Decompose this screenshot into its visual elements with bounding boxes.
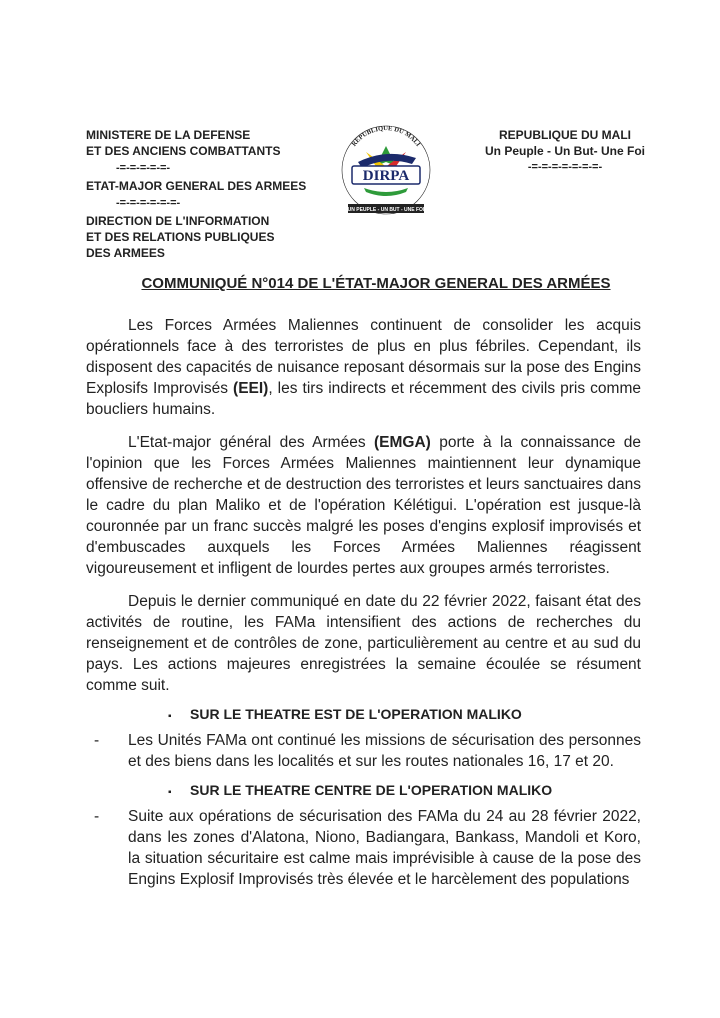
paragraph: Depuis le dernier communiqué en date du 22 février 2022, faisant état des activités de routine, les FAMa intensifient des actions de recherches du renseignement et de contrôles de zone, particulièrement au centre et au sud du pays. Les actions majeures enregistrées la semaine écoulée se résument comme suit. xyxy=(86,593,641,694)
paragraph-text: L'Etat-major général des Armées xyxy=(128,434,375,451)
dash-marker: - xyxy=(94,808,100,825)
republic-header xyxy=(470,127,660,175)
republic-name: REPUBLIQUE DU MALI xyxy=(499,128,631,142)
acronym: (EEI) xyxy=(233,380,269,397)
ministry-line: DES ARMEES xyxy=(86,246,165,260)
ministry-line: ETAT-MAJOR GENERAL DES ARMEES xyxy=(86,179,307,193)
communique-title: COMMUNIQUÉ N°014 DE L'ÉTAT-MAJOR GENERAL DES ARMÉES xyxy=(141,275,611,292)
ministry-line: ET DES ANCIENS COMBATTANTS xyxy=(86,144,281,158)
bullet-icon: ▪ xyxy=(168,787,172,798)
list-item xyxy=(86,806,641,890)
separator: -=-=-=-=-=-=-=- xyxy=(527,161,603,173)
ministry-line: ET DES RELATIONS PUBLIQUES xyxy=(86,230,275,244)
communique-body xyxy=(86,315,641,898)
list-item-text: Les Unités FAMa ont continué les missions de sécurisation des personnes et des biens dans les localités et sur les routes nationales 16, 17 et 20. xyxy=(128,732,641,770)
paragraph-text: porte à la connaissance de l'opinion que les Forces Armées Maliennes maintiennent leur dynamique offensive de recherche et de destruction des terroristes et leurs sanctuaires dans le cadre du plan Maliko et de l'opération Kélétigui. L'opération est jusque-là couronnée par un franc succès malgré les poses d'engins explosif improvisés et d'embuscades auxquels les Forces Armées Maliennes réagissent vigoureusement et infligent de lourdes pertes aux groupes armés terroristes. xyxy=(86,434,641,577)
separator: -=-=-=-=-=- xyxy=(116,162,171,174)
acronym: (EMGA) xyxy=(374,434,431,451)
republic-motto: Un Peuple - Un But- Une Foi xyxy=(485,144,645,158)
logo-text: DIRPA xyxy=(362,168,410,184)
section-heading xyxy=(168,704,641,727)
ministry-line: DIRECTION DE L'INFORMATION xyxy=(86,214,270,228)
dash-marker: - xyxy=(94,732,100,749)
paragraph xyxy=(86,315,641,420)
separator: -=-=-=-=-=-=- xyxy=(116,197,181,209)
section-heading-text: SUR LE THEATRE EST DE L'OPERATION MALIKO xyxy=(190,706,522,722)
list-item xyxy=(86,730,641,772)
paragraph-text: , les tirs indirects et récemment des civils pris comme boucliers humains. xyxy=(86,380,641,418)
paragraph xyxy=(86,432,641,579)
section-heading-text: SUR LE THEATRE CENTRE DE L'OPERATION MALIKO xyxy=(190,782,553,798)
dirpa-logo xyxy=(336,118,436,228)
ministry-line: MINISTERE DE LA DEFENSE xyxy=(86,128,251,142)
logo-banner-text: UN PEUPLE - UN BUT - UNE FOI xyxy=(347,207,425,213)
ministry-header xyxy=(86,127,326,261)
section-heading xyxy=(168,780,641,803)
logo-arc-text: REPUBLIQUE DU MALI xyxy=(350,125,422,148)
list-item-text: Suite aux opérations de sécurisation des FAMa du 24 au 28 février 2022, dans les zones d'Alatona, Niono, Badiangara, Bankass, Mandoli et Koro, la situation sécuritaire est calme mais imprévisible à cause de la pose des Engins Explosif Improvisés très élevée et le harcèlement des populations xyxy=(128,808,641,888)
bullet-icon: ▪ xyxy=(168,711,172,722)
paragraph-text: Les Forces Armées Maliennes continuent de consolider les acquis opérationnels face à des terroristes de plus en plus fébriles. Cependant, ils disposent des capacités de nuisance reposant désormais sur la pose des Engins Explosifs Improvisés xyxy=(86,317,641,397)
